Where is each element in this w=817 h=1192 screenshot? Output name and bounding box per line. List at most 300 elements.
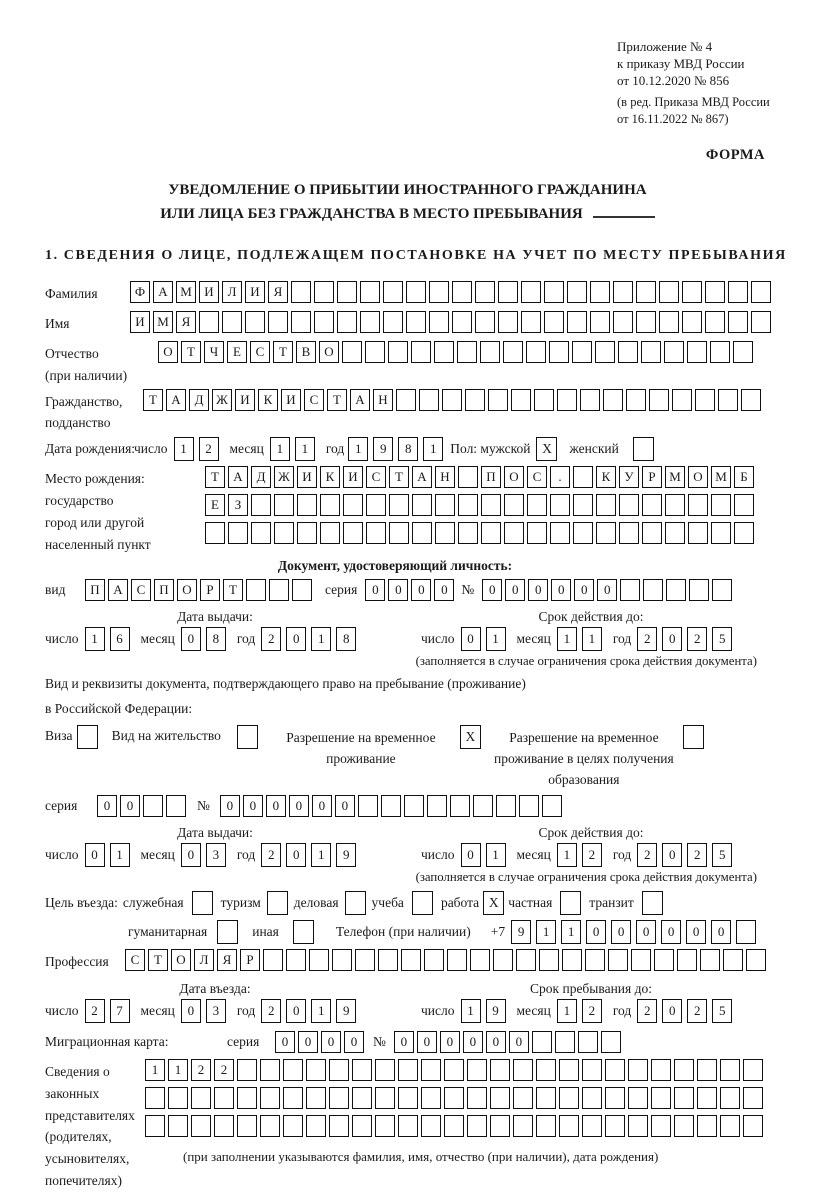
form-cell[interactable] <box>550 522 570 544</box>
form-cell[interactable] <box>687 341 707 363</box>
form-cell[interactable]: 0 <box>388 579 408 601</box>
form-cell[interactable]: 0 <box>661 920 681 944</box>
form-cell[interactable] <box>366 522 386 544</box>
stay-year-cells[interactable] <box>637 999 737 1023</box>
form-cell[interactable]: Ж <box>274 466 294 488</box>
form-cell[interactable] <box>734 494 754 516</box>
form-cell[interactable] <box>320 522 340 544</box>
birth-place-row1-cells[interactable] <box>205 466 757 488</box>
form-cell[interactable] <box>490 1087 510 1109</box>
form-cell[interactable] <box>641 341 661 363</box>
form-cell[interactable] <box>435 522 455 544</box>
doc-expiry-month-cells[interactable] <box>557 627 607 651</box>
form-cell[interactable] <box>246 579 266 601</box>
form-cell[interactable] <box>596 494 616 516</box>
form-cell[interactable]: 9 <box>336 999 356 1023</box>
form-cell[interactable] <box>442 389 462 411</box>
form-cell[interactable] <box>620 579 640 601</box>
form-cell[interactable]: 2 <box>214 1059 234 1081</box>
purpose-business-checkbox[interactable] <box>345 891 366 915</box>
form-cell[interactable]: М <box>153 311 173 333</box>
form-cell[interactable] <box>424 949 444 971</box>
form-cell[interactable]: 0 <box>243 795 263 817</box>
form-cell[interactable] <box>498 311 518 333</box>
form-cell[interactable] <box>697 1059 717 1081</box>
form-cell[interactable]: З <box>228 494 248 516</box>
stay-month-cells[interactable] <box>557 999 607 1023</box>
form-cell[interactable] <box>329 1087 349 1109</box>
form-cell[interactable] <box>237 1115 257 1137</box>
form-cell[interactable] <box>237 1087 257 1109</box>
form-cell[interactable]: 0 <box>181 627 201 651</box>
form-cell[interactable]: Т <box>148 949 168 971</box>
form-cell[interactable] <box>642 522 662 544</box>
form-cell[interactable]: 0 <box>662 627 682 651</box>
form-cell[interactable] <box>734 522 754 544</box>
form-cell[interactable] <box>412 494 432 516</box>
form-cell[interactable]: С <box>131 579 151 601</box>
entry-year-cells[interactable] <box>261 999 361 1023</box>
form-cell[interactable] <box>467 1059 487 1081</box>
form-cell[interactable] <box>473 795 493 817</box>
form-cell[interactable] <box>572 341 592 363</box>
form-cell[interactable] <box>481 494 501 516</box>
form-cell[interactable]: 0 <box>586 920 606 944</box>
visa-checkbox[interactable] <box>77 725 98 749</box>
form-cell[interactable] <box>375 1115 395 1137</box>
form-cell[interactable]: Т <box>273 341 293 363</box>
form-cell[interactable] <box>447 949 467 971</box>
form-cell[interactable] <box>582 1115 602 1137</box>
form-cell[interactable]: И <box>343 466 363 488</box>
form-cell[interactable]: К <box>596 466 616 488</box>
form-cell[interactable]: 1 <box>486 843 506 867</box>
form-cell[interactable] <box>573 522 593 544</box>
form-cell[interactable] <box>421 1059 441 1081</box>
form-cell[interactable]: 9 <box>373 437 393 461</box>
form-cell[interactable] <box>534 389 554 411</box>
form-cell[interactable]: 0 <box>461 843 481 867</box>
form-cell[interactable] <box>532 1031 552 1053</box>
form-cell[interactable]: Л <box>194 949 214 971</box>
form-cell[interactable]: 0 <box>85 843 105 867</box>
form-cell[interactable] <box>526 341 546 363</box>
form-cell[interactable]: 0 <box>486 1031 506 1053</box>
form-cell[interactable] <box>649 389 669 411</box>
form-cell[interactable] <box>654 949 674 971</box>
form-cell[interactable] <box>603 389 623 411</box>
form-cell[interactable] <box>628 1059 648 1081</box>
form-cell[interactable]: 0 <box>505 579 525 601</box>
form-cell[interactable]: А <box>166 389 186 411</box>
form-cell[interactable] <box>695 389 715 411</box>
residence-series-cells[interactable] <box>97 795 189 817</box>
form-cell[interactable] <box>697 1115 717 1137</box>
form-cell[interactable] <box>401 949 421 971</box>
form-cell[interactable] <box>352 1087 372 1109</box>
form-cell[interactable] <box>404 795 424 817</box>
representatives-row2-cells[interactable] <box>145 1087 766 1109</box>
form-cell[interactable]: 1 <box>557 843 577 867</box>
form-cell[interactable]: 1 <box>311 843 331 867</box>
form-cell[interactable] <box>228 522 248 544</box>
form-cell[interactable] <box>559 1059 579 1081</box>
form-cell[interactable] <box>306 1115 326 1137</box>
form-cell[interactable] <box>672 389 692 411</box>
form-cell[interactable]: 1 <box>168 1059 188 1081</box>
form-cell[interactable]: Т <box>389 466 409 488</box>
form-cell[interactable]: С <box>366 466 386 488</box>
form-cell[interactable] <box>168 1087 188 1109</box>
form-cell[interactable]: Ж <box>212 389 232 411</box>
form-cell[interactable] <box>458 494 478 516</box>
form-cell[interactable] <box>314 281 334 303</box>
form-cell[interactable] <box>343 494 363 516</box>
form-cell[interactable]: 0 <box>181 843 201 867</box>
form-cell[interactable]: И <box>245 281 265 303</box>
form-cell[interactable] <box>504 494 524 516</box>
form-cell[interactable] <box>595 341 615 363</box>
form-cell[interactable]: 5 <box>712 843 732 867</box>
form-cell[interactable] <box>700 949 720 971</box>
form-cell[interactable] <box>292 579 312 601</box>
form-cell[interactable] <box>360 281 380 303</box>
form-cell[interactable] <box>143 795 163 817</box>
form-cell[interactable]: 1 <box>582 627 602 651</box>
residence-expiry-year-cells[interactable] <box>637 843 737 867</box>
form-cell[interactable]: О <box>319 341 339 363</box>
form-cell[interactable] <box>705 311 725 333</box>
form-cell[interactable]: 0 <box>597 579 617 601</box>
doc-series-cells[interactable] <box>365 579 457 601</box>
form-cell[interactable] <box>434 341 454 363</box>
form-cell[interactable]: 0 <box>686 920 706 944</box>
form-cell[interactable] <box>578 1031 598 1053</box>
form-cell[interactable]: 0 <box>417 1031 437 1053</box>
form-cell[interactable]: 2 <box>199 437 219 461</box>
form-cell[interactable]: 2 <box>191 1059 211 1081</box>
form-cell[interactable] <box>664 341 684 363</box>
form-cell[interactable] <box>580 389 600 411</box>
form-cell[interactable]: Н <box>435 466 455 488</box>
form-cell[interactable]: 0 <box>662 999 682 1023</box>
form-cell[interactable]: 2 <box>687 627 707 651</box>
form-cell[interactable] <box>720 1115 740 1137</box>
form-cell[interactable] <box>720 1087 740 1109</box>
form-cell[interactable] <box>636 311 656 333</box>
form-cell[interactable] <box>488 389 508 411</box>
form-cell[interactable] <box>582 1059 602 1081</box>
form-cell[interactable]: П <box>85 579 105 601</box>
form-cell[interactable]: Т <box>205 466 225 488</box>
form-cell[interactable]: 6 <box>110 627 130 651</box>
form-cell[interactable]: М <box>711 466 731 488</box>
form-cell[interactable]: Я <box>217 949 237 971</box>
form-cell[interactable]: 0 <box>321 1031 341 1053</box>
form-cell[interactable] <box>741 389 761 411</box>
surname-cells[interactable] <box>130 281 774 303</box>
form-cell[interactable] <box>191 1087 211 1109</box>
form-cell[interactable] <box>283 1115 303 1137</box>
form-cell[interactable] <box>746 949 766 971</box>
form-cell[interactable]: 9 <box>336 843 356 867</box>
purpose-private-checkbox[interactable] <box>560 891 581 915</box>
form-cell[interactable] <box>214 1115 234 1137</box>
residence-expiry-day-cells[interactable] <box>461 843 511 867</box>
form-cell[interactable]: 2 <box>261 999 281 1023</box>
form-cell[interactable]: 0 <box>298 1031 318 1053</box>
form-cell[interactable]: 2 <box>261 627 281 651</box>
form-cell[interactable] <box>375 1059 395 1081</box>
form-cell[interactable]: 1 <box>85 627 105 651</box>
form-cell[interactable] <box>412 522 432 544</box>
form-cell[interactable] <box>314 311 334 333</box>
form-cell[interactable]: Ч <box>204 341 224 363</box>
form-cell[interactable]: О <box>158 341 178 363</box>
form-cell[interactable]: М <box>665 466 685 488</box>
form-cell[interactable]: 2 <box>582 999 602 1023</box>
doc-expiry-day-cells[interactable] <box>461 627 511 651</box>
form-cell[interactable]: О <box>177 579 197 601</box>
residence-number-cells[interactable] <box>220 795 565 817</box>
form-cell[interactable] <box>291 281 311 303</box>
form-cell[interactable] <box>608 949 628 971</box>
form-cell[interactable]: 8 <box>206 627 226 651</box>
form-cell[interactable]: 1 <box>311 627 331 651</box>
temp-residence-checkbox[interactable]: X <box>460 725 481 749</box>
form-cell[interactable] <box>398 1087 418 1109</box>
form-cell[interactable]: В <box>296 341 316 363</box>
form-cell[interactable]: 0 <box>411 579 431 601</box>
gender-female-checkbox[interactable] <box>633 437 654 461</box>
form-cell[interactable]: 1 <box>295 437 315 461</box>
form-cell[interactable] <box>481 522 501 544</box>
form-cell[interactable] <box>297 522 317 544</box>
form-cell[interactable]: Т <box>223 579 243 601</box>
form-cell[interactable] <box>263 949 283 971</box>
form-cell[interactable]: 1 <box>561 920 581 944</box>
form-cell[interactable] <box>631 949 651 971</box>
form-cell[interactable] <box>550 494 570 516</box>
form-cell[interactable]: 1 <box>311 999 331 1023</box>
form-cell[interactable] <box>567 311 587 333</box>
form-cell[interactable] <box>498 281 518 303</box>
doc-issue-year-cells[interactable] <box>261 627 361 651</box>
form-cell[interactable]: 0 <box>97 795 117 817</box>
form-cell[interactable]: 2 <box>637 999 657 1023</box>
form-cell[interactable] <box>283 1087 303 1109</box>
entry-day-cells[interactable] <box>85 999 135 1023</box>
form-cell[interactable] <box>711 522 731 544</box>
form-cell[interactable] <box>145 1087 165 1109</box>
form-cell[interactable] <box>375 1087 395 1109</box>
form-cell[interactable] <box>527 494 547 516</box>
form-cell[interactable] <box>398 1115 418 1137</box>
temp-residence-edu-checkbox[interactable] <box>683 725 704 749</box>
form-cell[interactable] <box>260 1115 280 1137</box>
form-cell[interactable] <box>214 1087 234 1109</box>
form-cell[interactable] <box>674 1087 694 1109</box>
form-cell[interactable] <box>688 494 708 516</box>
form-cell[interactable]: 1 <box>174 437 194 461</box>
form-cell[interactable] <box>406 311 426 333</box>
form-cell[interactable]: 0 <box>344 1031 364 1053</box>
form-cell[interactable] <box>688 522 708 544</box>
form-cell[interactable]: 1 <box>486 627 506 651</box>
form-cell[interactable] <box>366 494 386 516</box>
form-cell[interactable]: И <box>235 389 255 411</box>
form-cell[interactable] <box>199 311 219 333</box>
form-cell[interactable]: 0 <box>636 920 656 944</box>
form-cell[interactable] <box>728 281 748 303</box>
form-cell[interactable] <box>389 494 409 516</box>
form-cell[interactable] <box>496 795 516 817</box>
form-cell[interactable] <box>619 522 639 544</box>
form-cell[interactable] <box>429 281 449 303</box>
form-cell[interactable]: 9 <box>511 920 531 944</box>
form-cell[interactable]: 0 <box>461 627 481 651</box>
form-cell[interactable]: 2 <box>687 843 707 867</box>
form-cell[interactable] <box>458 522 478 544</box>
form-cell[interactable] <box>682 311 702 333</box>
form-cell[interactable] <box>751 311 771 333</box>
form-cell[interactable]: 5 <box>712 627 732 651</box>
form-cell[interactable] <box>435 494 455 516</box>
form-cell[interactable] <box>251 494 271 516</box>
form-cell[interactable] <box>378 949 398 971</box>
form-cell[interactable]: К <box>320 466 340 488</box>
form-cell[interactable] <box>689 579 709 601</box>
form-cell[interactable] <box>450 795 470 817</box>
purpose-official-checkbox[interactable] <box>192 891 213 915</box>
form-cell[interactable]: 1 <box>557 999 577 1023</box>
form-cell[interactable] <box>549 341 569 363</box>
form-cell[interactable]: 0 <box>482 579 502 601</box>
form-cell[interactable] <box>536 1059 556 1081</box>
form-cell[interactable]: Л <box>222 281 242 303</box>
doc-expiry-year-cells[interactable] <box>637 627 737 651</box>
form-cell[interactable] <box>628 1087 648 1109</box>
form-cell[interactable] <box>274 522 294 544</box>
form-cell[interactable]: А <box>153 281 173 303</box>
form-cell[interactable] <box>513 1087 533 1109</box>
form-cell[interactable]: 0 <box>275 1031 295 1053</box>
form-cell[interactable] <box>728 311 748 333</box>
form-cell[interactable] <box>444 1087 464 1109</box>
form-cell[interactable]: 9 <box>486 999 506 1023</box>
form-cell[interactable] <box>613 311 633 333</box>
purpose-other-checkbox[interactable] <box>293 920 314 944</box>
form-cell[interactable] <box>697 1087 717 1109</box>
form-cell[interactable] <box>562 949 582 971</box>
doc-number-cells[interactable] <box>482 579 735 601</box>
form-cell[interactable]: О <box>504 466 524 488</box>
gender-male-checkbox[interactable]: X <box>536 437 557 461</box>
form-cell[interactable] <box>674 1059 694 1081</box>
form-cell[interactable]: 0 <box>286 627 306 651</box>
form-cell[interactable] <box>666 579 686 601</box>
form-cell[interactable] <box>544 281 564 303</box>
purpose-humanitarian-checkbox[interactable] <box>217 920 238 944</box>
form-cell[interactable]: 0 <box>289 795 309 817</box>
form-cell[interactable] <box>643 579 663 601</box>
form-cell[interactable] <box>628 1115 648 1137</box>
form-cell[interactable] <box>427 795 447 817</box>
form-cell[interactable] <box>521 311 541 333</box>
form-cell[interactable]: 2 <box>637 627 657 651</box>
form-cell[interactable] <box>743 1059 763 1081</box>
form-cell[interactable]: 0 <box>286 843 306 867</box>
form-cell[interactable] <box>705 281 725 303</box>
form-cell[interactable] <box>421 1087 441 1109</box>
residence-expiry-month-cells[interactable] <box>557 843 607 867</box>
form-cell[interactable] <box>555 1031 575 1053</box>
form-cell[interactable] <box>559 1087 579 1109</box>
form-cell[interactable] <box>733 341 753 363</box>
doc-kind-cells[interactable] <box>85 579 315 601</box>
form-cell[interactable] <box>365 341 385 363</box>
form-cell[interactable] <box>411 341 431 363</box>
form-cell[interactable] <box>493 949 513 971</box>
form-cell[interactable]: И <box>281 389 301 411</box>
form-cell[interactable]: 1 <box>536 920 556 944</box>
form-cell[interactable] <box>559 1115 579 1137</box>
form-cell[interactable]: 1 <box>423 437 443 461</box>
form-cell[interactable] <box>352 1059 372 1081</box>
form-cell[interactable]: 0 <box>611 920 631 944</box>
form-cell[interactable] <box>237 1059 257 1081</box>
form-cell[interactable]: 8 <box>398 437 418 461</box>
form-cell[interactable]: Б <box>734 466 754 488</box>
form-cell[interactable] <box>337 311 357 333</box>
form-cell[interactable] <box>342 341 362 363</box>
form-cell[interactable] <box>458 466 478 488</box>
form-cell[interactable] <box>166 795 186 817</box>
form-cell[interactable] <box>751 281 771 303</box>
form-cell[interactable] <box>651 1087 671 1109</box>
form-cell[interactable]: 0 <box>266 795 286 817</box>
form-cell[interactable] <box>677 949 697 971</box>
form-cell[interactable]: 0 <box>335 795 355 817</box>
form-cell[interactable] <box>306 1059 326 1081</box>
form-cell[interactable] <box>306 1087 326 1109</box>
form-cell[interactable]: 5 <box>712 999 732 1023</box>
form-cell[interactable] <box>309 949 329 971</box>
form-cell[interactable] <box>651 1059 671 1081</box>
form-cell[interactable] <box>521 281 541 303</box>
form-cell[interactable]: 0 <box>463 1031 483 1053</box>
form-cell[interactable]: 2 <box>85 999 105 1023</box>
form-cell[interactable]: С <box>125 949 145 971</box>
form-cell[interactable]: И <box>130 311 150 333</box>
form-cell[interactable] <box>467 1087 487 1109</box>
migration-number-cells[interactable] <box>394 1031 624 1053</box>
birth-place-row2-cells[interactable] <box>205 494 757 516</box>
patronymic-cells[interactable] <box>158 341 756 363</box>
form-cell[interactable] <box>711 494 731 516</box>
form-cell[interactable]: С <box>304 389 324 411</box>
form-cell[interactable]: М <box>176 281 196 303</box>
form-cell[interactable] <box>542 795 562 817</box>
form-cell[interactable] <box>636 281 656 303</box>
form-cell[interactable] <box>329 1115 349 1137</box>
form-cell[interactable] <box>490 1115 510 1137</box>
form-cell[interactable] <box>429 311 449 333</box>
form-cell[interactable] <box>291 311 311 333</box>
form-cell[interactable]: А <box>108 579 128 601</box>
form-cell[interactable] <box>389 522 409 544</box>
form-cell[interactable] <box>743 1115 763 1137</box>
